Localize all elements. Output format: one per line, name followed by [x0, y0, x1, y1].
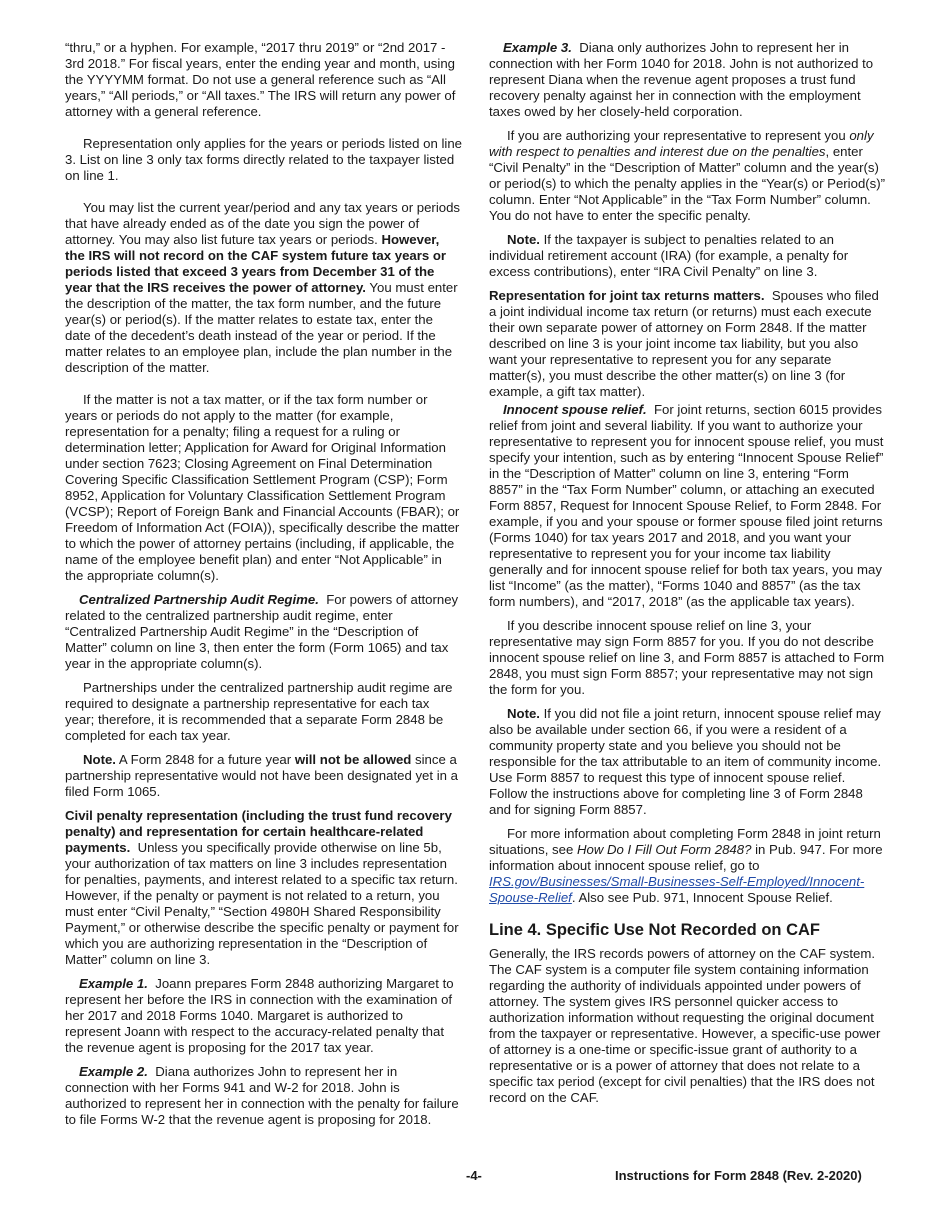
text: Diana authorizes John to represent her in connection with her Forms 941 and W-2 for 2018. John is authorized to represent her in connection with the penalty for failure to file Forms W-2 that the revenue agent is proposing for 2018.: [65, 1064, 459, 1127]
text: If you are authorizing your representative to represent you: [507, 128, 846, 143]
paragraph: [65, 976, 462, 1056]
paragraph: [65, 752, 462, 800]
paragraph: [489, 232, 886, 280]
run-in-heading: Representation for joint tax returns matters.: [489, 288, 765, 303]
paragraph: [65, 808, 462, 968]
section-heading: Line 4. Specific Use Not Recorded on CAF: [489, 921, 820, 939]
example-label: Example 3.: [503, 40, 572, 55]
italic-text: How Do I Fill Out Form 2848?: [576, 842, 752, 857]
bold-text: will not be allowed: [294, 752, 412, 767]
text: Spouses who filed a joint individual income tax return (or returns) must each execute their own separate power of attorney on Form 2848. If the matter described on line 3 is your joint income tax liability, but you also want your representative to represent you for any separate matter(s), you must describe the other matter(s) on line 3 (for example, a gift tax matter).: [489, 288, 879, 399]
text: You may list the current year/period and any tax years or periods that have already ended as of the date you sign the power of attorney. You may also list future tax years or periods.: [65, 200, 461, 247]
text: . Also see Pub. 971, Innocent Spouse Relief.: [571, 890, 833, 905]
text: For powers of attorney related to the centralized partnership audit regime, enter “Centralized Partnership Audit Regime” in the “Description of Matter” column on line 3, then enter the form (Form 1065) and tax year in the appropriate column(s).: [65, 592, 459, 671]
run-in-heading: Centralized Partnership Audit Regime.: [79, 592, 319, 607]
paragraph: “thru,” or a hyphen. For example, “2017 thru 2019” or “2nd 2017 - 3rd 2018.” For fiscal years, enter the ending year and month, using the YYYYMM format. Do not use a general reference such as “All years,” “All periods,” or “All taxes.” The IRS will return any power of attorney with a general reference.: [65, 40, 456, 119]
paragraph: Partnerships under the centralized partnership audit regime are required to designate a partnership representative for each tax year; therefore, it is recommended that a separate Form 2848 be completed for each tax year.: [65, 680, 453, 743]
note-label: Note.: [83, 752, 116, 767]
run-in-heading: Civil penalty representation (including the trust fund recovery penalty) and representation for certain healthcare-related payments.: [65, 808, 452, 855]
text: A Form 2848 for a future year: [118, 752, 292, 767]
text: , enter “Civil Penalty” in the “Description of Matter” column and the year(s) or period(s) to which the penalty applies in the “Year(s) or Period(s)” column. Enter “Not Applicable” in the “Tax Form Number” column. You do not have to enter the specific penalty.: [489, 144, 886, 223]
note-label: Note.: [507, 706, 540, 721]
paragraph: Generally, the IRS records powers of attorney on the CAF system. The CAF system is a computer file system containing information regarding the authority of individuals appointed under powers of attorney. The system gives IRS personnel quicker access to authorization information without requesting the original document from the taxpayer or representative. However, a specific-use power of attorney is a one-time or specific-issue grant of authority to a representative or is a power of attorney that does not relate to a specific tax period (except for civil penalties) that the IRS does not record on the CAF.: [489, 946, 881, 1105]
paragraph: [489, 288, 886, 400]
paragraph: [489, 826, 886, 906]
text: If the taxpayer is subject to penalties related to an individual retirement account (IRA) (for example, a penalty for excess contributions), enter “IRA Civil Penalty” on line 3.: [489, 232, 849, 279]
text: Unless you specifically provide otherwise on line 5b, your authorization of tax matters on line 3 includes representation for penalties, payments, and interest related to a specific tax return. However, if the penalty or payment is not related to a return, you must enter “Civil Penalty,” “Section 4980H Shared Responsibility Payment,” or otherwise describe the specific penalty or payment for which you are authorizing representation in the “Description of Matter” column on line 3.: [65, 840, 459, 967]
bold-text: However, the IRS will not record on the CAF system future tax years or periods listed that exceed 3 years from December 31 of the year that the IRS receives the power of attorney.: [65, 232, 447, 295]
text: For more information about completing Form 2848 in joint return situations, see: [489, 826, 881, 857]
run-in-heading: Innocent spouse relief.: [503, 402, 647, 417]
example-label: Example 1.: [79, 976, 148, 991]
paragraph: [65, 1064, 462, 1128]
paragraph: If the matter is not a tax matter, or if the tax form number or years or periods do not apply to the matter (for example, representation for a penalty; filing a request for a ruling or determination letter; Application for Award for Original Information under section 7623; Closing Agreement on Final Determination Covering Specific Classification Settlement Program (CSP); Form 8952, Application for Voluntary Classification Settlement Program (VCSP); Report of Foreign Bank and Financial Accounts (FBAR); or Freedom of Information Act (FOIA)), specifically describe the matter to which the power of attorney pertains (including, if applicable, the name of the employee benefit plan) and enter “Not Applicable” in the appropriate column(s).: [65, 392, 460, 583]
italic-text: only with respect to penalties and interest due on the penalties: [489, 128, 874, 159]
paragraph: [65, 200, 462, 376]
page-number: -4-: [466, 1168, 482, 1183]
example-label: Example 2.: [79, 1064, 148, 1079]
paragraph: [489, 706, 886, 818]
text: You must enter the description of the matter, the tax form number, and the future year(s) or period(s). If the matter relates to estate tax, enter the date of the decedent’s death instead of the year or period. If the matter relates to an employee plan, include the plan number in the description of the matter.: [65, 280, 458, 375]
form-title: Instructions for Form 2848 (Rev. 2-2020): [615, 1168, 862, 1183]
text: If you did not file a joint return, innocent spouse relief may also be available under section 66, if you were a resident of a community property state and you believe you should not be responsible for the tax attributable to an item of community income. Use Form 8857 to request this type of innocent spouse relief. Follow the instructions above for completing line 3 of Form 2848 and for signing Form 8857.: [489, 706, 882, 817]
paragraph: [489, 40, 886, 120]
text: since a partnership representative would not have been designated yet in a filed Form 1065.: [65, 752, 458, 799]
paragraph: [489, 402, 886, 610]
text: Diana only authorizes John to represent her in connection with her Form 1040 for 2018. John is not authorized to represent Diana when the revenue agent proposes a trust fund recovery penalty against her in connection with the employment taxes owed by her closely-held corporation.: [489, 40, 874, 119]
paragraph: [65, 592, 462, 672]
paragraph: Representation only applies for the years or periods listed on line 3. List on line 3 only tax forms directly related to the taxpayer listed on line 1.: [65, 136, 462, 183]
paragraph: [489, 128, 886, 224]
paragraph: If you describe innocent spouse relief on line 3, your representative may sign Form 8857 for you. If you do not describe innocent spouse relief on line 3, and Form 8857 is attached to Form 2848, you must sign Form 8857; your representative may not sign the form for you.: [489, 618, 885, 697]
innocent-spouse-relief-link[interactable]: IRS.gov/Businesses/Small-Businesses-Self-Employed/Innocent-Spouse-Relief: [489, 874, 865, 905]
right-column: [489, 40, 886, 1114]
text: For joint returns, section 6015 provides relief from joint and several liability. If you want to authorize your representative to represent you for innocent spouse relief, you must specify your intention, such as by entering “Innocent Spouse Relief” in the “Description of Matter” column on line 3, entering “Form 8857” in the “Tax Form Number” column, or attaching an executed Form 8857, Request for Innocent Spouse Relief, to Form 2848. For example, if you and your spouse or former spouse filed joint returns (Forms 1040) for tax years 2017 and 2018, and you want your representative to represent you for your income tax liability generally and for innocent spouse relief for both tax years, you may list “Income” (as the matter), “Forms 1040 and 8857” (as the tax form numbers), and “2017, 2018” (as the applicable tax years).: [489, 402, 884, 609]
left-column: [65, 40, 462, 1136]
note-label: Note.: [507, 232, 540, 247]
text: in Pub. 947. For more information about innocent spouse relief, go to: [489, 842, 883, 873]
text: Joann prepares Form 2848 authorizing Margaret to represent her before the IRS in connection with the examination of her 2017 and 2018 Forms 1040. Margaret is authorized to represent Joann with respect to the accuracy-related penalty that the revenue agent is proposing for the 2017 tax year.: [65, 976, 454, 1055]
